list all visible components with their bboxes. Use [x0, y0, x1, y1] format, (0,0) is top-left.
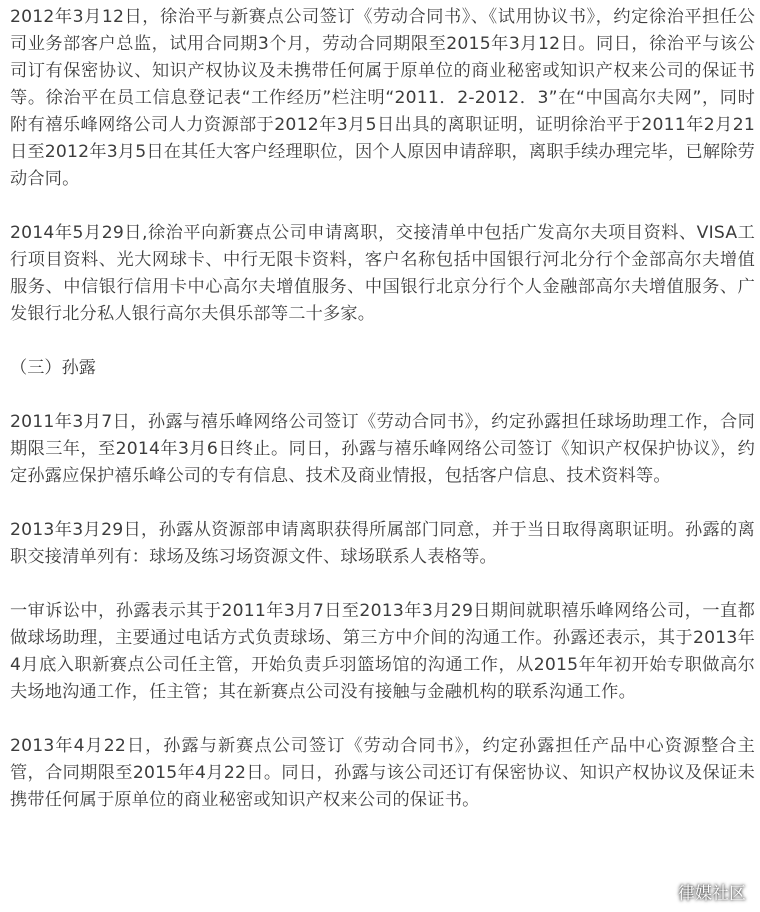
- section-heading: （三）孙露: [10, 358, 96, 378]
- paragraph-gap: [10, 193, 755, 220]
- wechat-icon: [650, 883, 672, 901]
- paragraph-4: 2013年3月29日，孙露从资源部申请离职获得所属部门同意，并于当日取得离职证明。孙露的离职交接清单列有：球场及练习场资源文件、球场联系人表格等。: [10, 520, 755, 567]
- paragraph-gap: [10, 490, 755, 517]
- document-body: [10, 4, 755, 814]
- paragraph-6: 2013年4月22日，孙露与新赛点公司签订《劳动合同书》，约定孙露担任产品中心资源整合主管，合同期限至2015年4月22日。同日，孙露与该公司还订有保密协议、知识产权协议及保证未携带任何属于原单位的商业秘密或知识产权来公司的保证书。: [10, 736, 755, 810]
- paragraph-3: 2011年3月7日，孙露与禧乐峰网络公司签订《劳动合同书》，约定孙露担任球场助理工作，合同期限三年，至2014年3月6日终止。同日，孙露与禧乐峰网络公司签订《知识产权保护协议》，约定孙露应保护禧乐峰公司的专有信息、技术及商业情报，包括客户信息、技术资料等。: [10, 412, 755, 486]
- watermark: [650, 879, 746, 904]
- paragraph-gap: [10, 571, 755, 598]
- paragraph-2: 2014年5月29日,徐治平向新赛点公司申请离职，交接清单中包括广发高尔夫项目资料、VISA工行项目资料、光大网球卡、中行无限卡资料，客户名称包括中国银行河北分行个金部高尔夫增值服务、中信银行信用卡中心高尔夫增值服务、中国银行北京分行个人金融部高尔夫增值服务、广发银行北分私人银行高尔夫俱乐部等二十多家。: [10, 223, 755, 324]
- paragraph-gap: [10, 328, 755, 355]
- watermark-text: 律媒社区: [678, 884, 746, 904]
- paragraph-gap: [10, 706, 755, 733]
- paragraph-5: 一审诉讼中，孙露表示其于2011年3月7日至2013年3月29日期间就职禧乐峰网络公司，一直都做球场助理，主要通过电话方式负责球场、第三方中介间的沟通工作。孙露还表示，其于2013年4月底入职新赛点公司任主管，开始负责乒羽篮场馆的沟通工作，从2015年年初开始专职做高尔夫场地沟通工作，任主管；其在新赛点公司没有接触与金融机构的联系沟通工作。: [10, 601, 755, 702]
- paragraph-1: 2012年3月12日，徐治平与新赛点公司签订《劳动合同书》、《试用协议书》，约定徐治平担任公司业务部客户总监，试用合同期3个月，劳动合同期限至2015年3月12日。同日，徐治平与该公司订有保密协议、知识产权协议及未携带任何属于原单位的商业秘密或知识产权来公司的保证书等。徐治平在员工信息登记表“工作经历”栏注明“2011．2-2012．3”在“中国高尔夫网”，同时附有禧乐峰网络公司人力资源部于2012年3月5日出具的离职证明，证明徐治平于2011年2月21日至2012年3月5日在其任大客户经理职位，因个人原因申请辞职，离职手续办理完毕，已解除劳动合同。: [10, 7, 755, 189]
- paragraph-gap: [10, 382, 755, 409]
